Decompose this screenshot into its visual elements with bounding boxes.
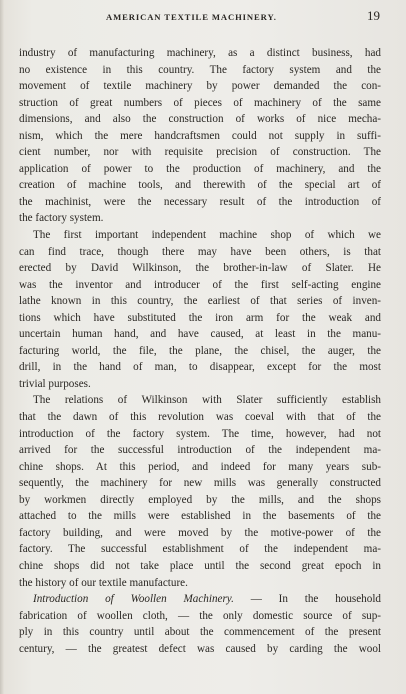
page-header (18, 6, 394, 28)
text-line: chine shops did not take place until the second great epoch in (19, 559, 381, 572)
text-line: attached to the mills were established in the basements of the (19, 510, 381, 523)
text-line: by workmen directly employed by the mills, and the shops (19, 493, 381, 506)
text-line: ply in this country until about the commencement of the present (19, 626, 381, 639)
text-line: factory. The successful establishment of the independent ma- (19, 543, 381, 556)
text-line: the factory system. (19, 212, 104, 225)
running-title: AMERICAN TEXTILE MACHINERY. (106, 12, 277, 22)
text-line: no existence in this country. The factory system and the (19, 63, 381, 76)
text-line: that the dawn of this revolution was coeval with that of the (19, 411, 381, 424)
text-line: uncertain human hand, and have caused, at least in the manu- (19, 328, 381, 341)
text-line: chine shops. At this period, and indeed for many years sub- (19, 460, 381, 473)
text-line: movement of textile machinery by power demanded the con- (19, 80, 381, 93)
text-line: trivial purposes. (19, 377, 91, 390)
text-line: creation of machine tools, and therewith of the special art of (19, 179, 381, 192)
text-line: century, — the greatest defect was caused by carding the wool (19, 642, 381, 655)
text-line: was the inventor and introducer of the first self-acting engine (19, 278, 381, 291)
text-line: tions which have substituted the iron arm for the weak and (19, 311, 381, 324)
paragraph-first-line: The first important independent machine shop of which we (33, 229, 381, 242)
section-heading-line (19, 591, 381, 608)
text-line: drill, in the hand of man, to disappear, except for the most (19, 361, 381, 374)
text-line: dimensions, and also the construction of works of nice mecha- (19, 113, 381, 126)
text-line: the history of our textile manufacture. (19, 576, 188, 589)
text-line: industry of manufacturing machinery, as a distinct business, had (19, 47, 381, 59)
text-line: struction of great numbers of pieces of machinery of the same (19, 96, 381, 109)
text-line: arrived for the successful introduction of the independent ma- (19, 444, 381, 457)
section-heading: Introduction of Woollen Machinery. (33, 593, 234, 606)
page-number: 19 (367, 8, 380, 23)
page-gutter-shadow (0, 0, 4, 694)
paragraph-first-line: The relations of Wilkinson with Slater sufficiently establish (33, 394, 381, 407)
text-line: sequently, the machinery for new mills was generally constructed (19, 477, 381, 490)
text-line: fabrication of woollen cloth, — the only domestic source of sup- (19, 609, 381, 622)
text-line: can find trace, though there may have been others, is that (19, 245, 381, 258)
text-line: erected by David Wilkinson, the brother-in-law of Slater. He (19, 262, 381, 275)
text-line: factory building, and were moved by the motive-power of the (19, 526, 381, 539)
text-line-continuation: — In the household (233, 593, 381, 606)
text-line: nism, which the mere handcraftsmen could not supply in suffi- (19, 129, 381, 142)
text-line: application of power to the production of machinery, and the (19, 162, 381, 175)
text-line: cient number, nor with requisite precision of construction. The (19, 146, 381, 159)
text-line: lathe known in this country, the earliest of that series of inven- (19, 295, 381, 308)
text-line: introduction of the factory system. The time, however, had not (19, 427, 381, 440)
text-line: the machinist, were the necessary result of the introduction of (19, 195, 381, 208)
text-line: facturing world, the file, the plane, the chisel, the auger, the (19, 344, 381, 357)
body-text (19, 45, 381, 657)
